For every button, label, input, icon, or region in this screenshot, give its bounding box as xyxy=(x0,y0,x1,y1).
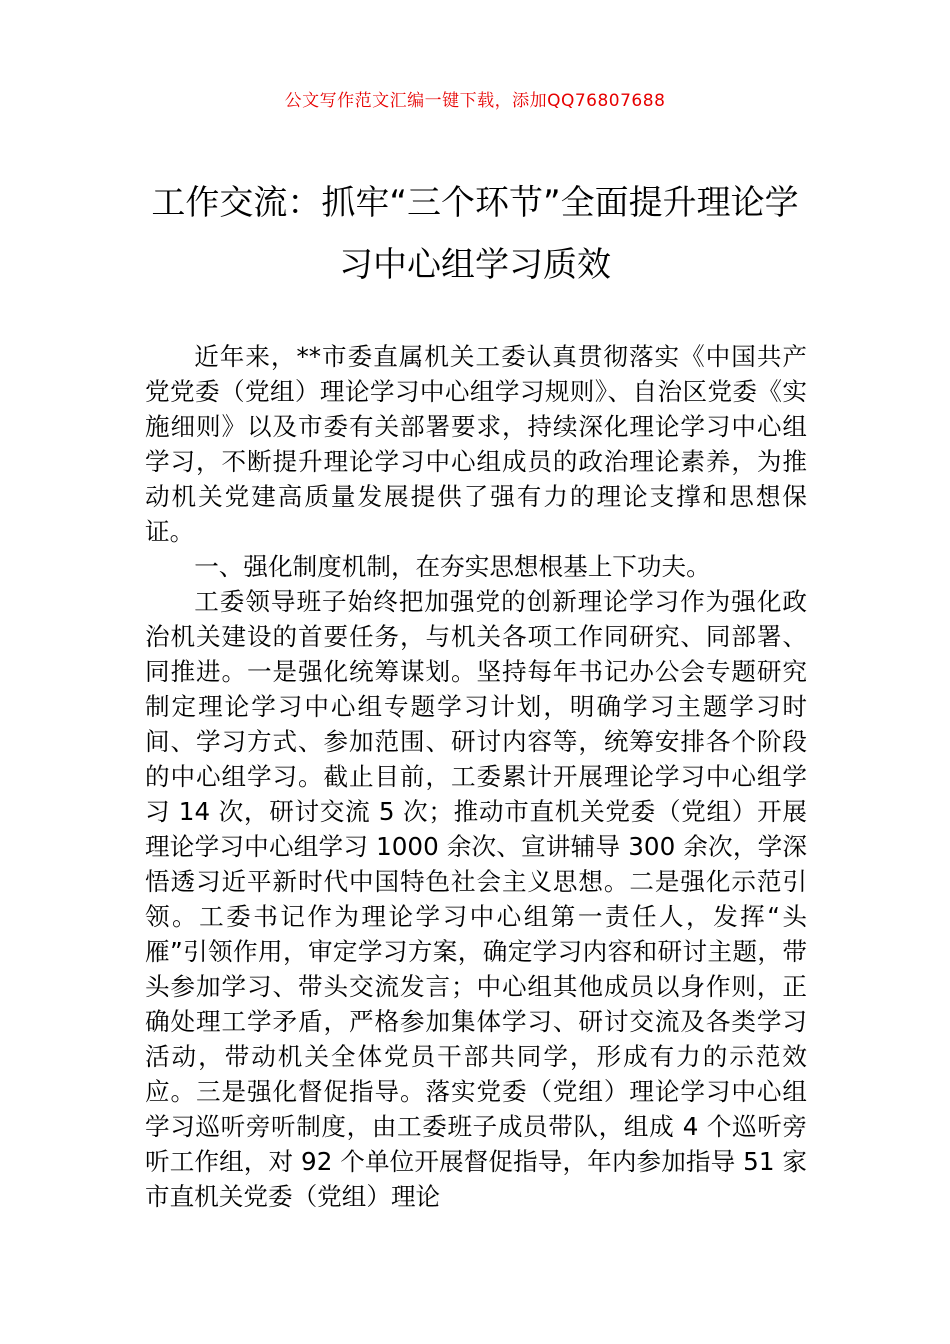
document-body xyxy=(145,339,807,1214)
download-notice: 公文写作范文汇编一键下载，添加QQ76807688 xyxy=(284,91,666,111)
section-heading-1: 一、强化制度机制，在夯实思想根基上下功夫。 xyxy=(194,552,711,581)
paragraph-intro: 近年来，**市委直属机关工委认真贯彻落实《中国共产党党委（党组）理论学习中心组学习规则》、自治区党委《实施细则》以及市委有关部署要求，持续深化理论学习中心组学习，不断提升理论学习中心组成员的政治理论素养，为推动机关党建高质量发展提供了强有力的理论支撑和思想保证。 xyxy=(145,342,807,546)
paragraph-section-1: 工委领导班子始终把加强党的创新理论学习作为强化政治机关建设的首要任务，与机关各项工作同研究、同部署、同推进。一是强化统筹谋划。坚持每年书记办公会专题研究制定理论学习中心组专题学习计划，明确学习主题学习时间、学习方式、参加范围、研讨内容等，统筹安排各个阶段的中心组学习。截止目前，工委累计开展理论学习中心组学习 14 次，研讨交流 5 次；推动市直机关党委（党组）开展理论学习中心组学习 1000 余次、宣讲辅导 300 余次，学深悟透习近平新时代中国特色社会主义思想。二是强化示范引领。工委书记作为理论学习中心组第一责任人，发挥“头雁”引领作用，审定学习方案，确定学习内容和研讨主题，带头参加学习、带头交流发言；中心组其他成员以身作则，正确处理工学矛盾，严格参加集体学习、研讨交流及各类学习活动，带动机关全体党员干部共同学，形成有力的示范效应。三是强化督促指导。落实党委（党组）理论学习中心组学习巡听旁听制度，由工委班子成员带队，组成 4 个巡听旁听工作组，对 92 个单位开展督促指导，年内参加指导 51 家市直机关党委（党组）理论 xyxy=(145,587,807,1211)
document-title: 工作交流：抓牢“三个环节”全面提升理论学习中心组学习质效 xyxy=(151,183,799,285)
